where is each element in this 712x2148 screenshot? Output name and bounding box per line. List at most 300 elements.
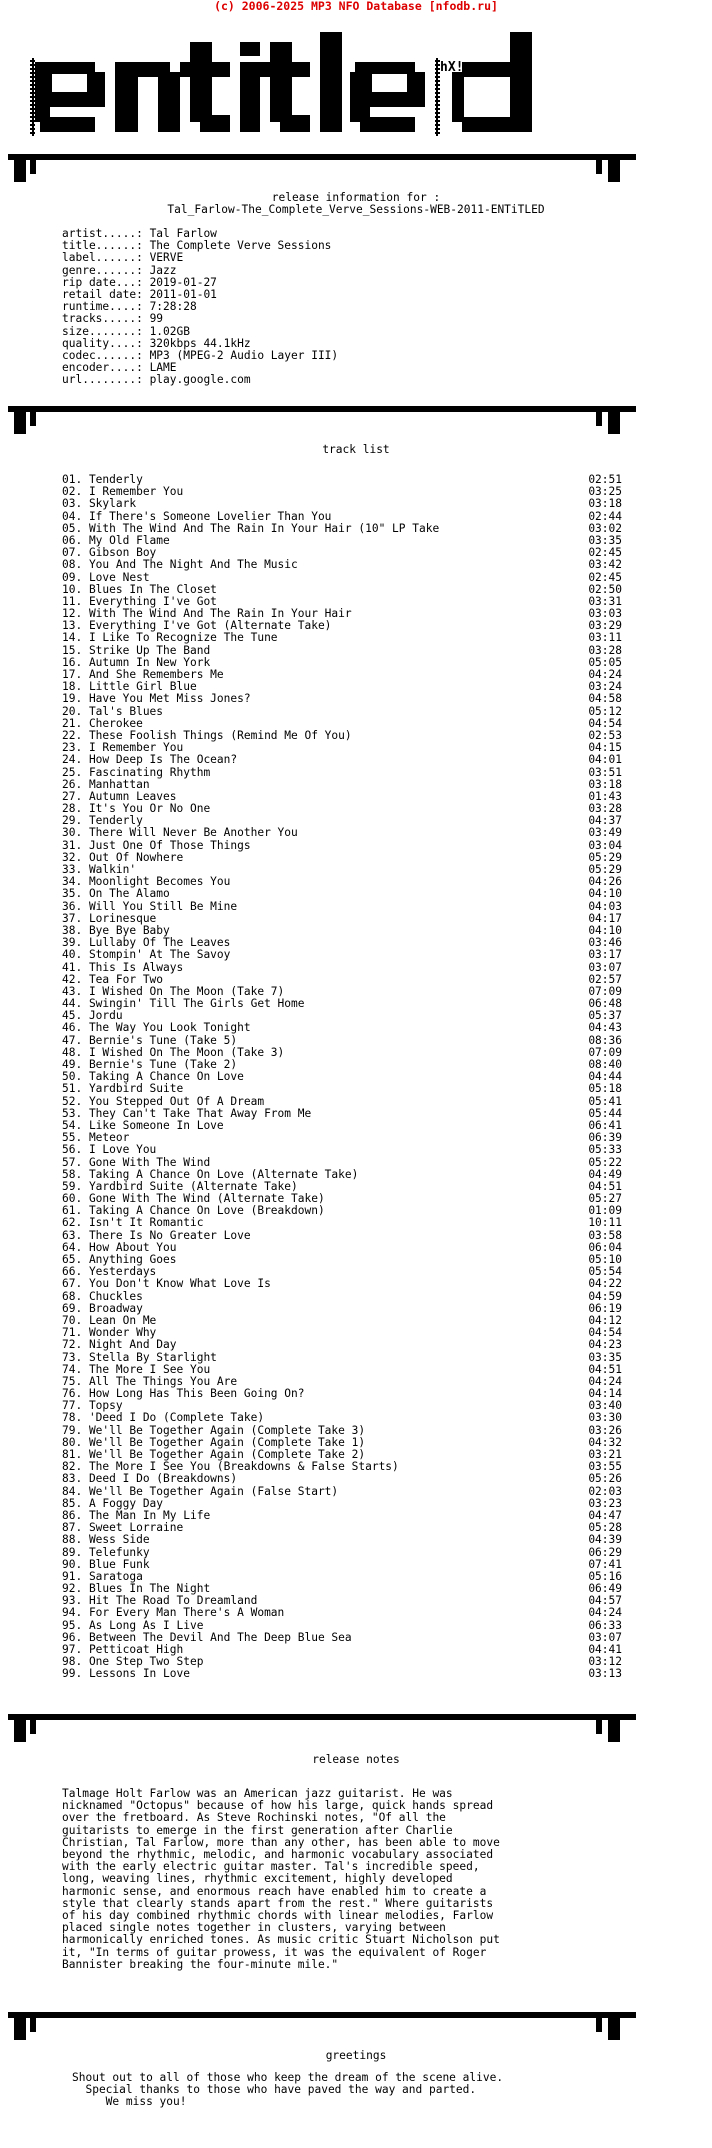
track-duration: 04:12 [588,1313,622,1327]
track-title: 06. My Old Flame [62,533,170,547]
track-title: 35. On The Alamo [62,887,170,901]
info-row [62,374,338,386]
greetings-body [72,2072,503,2109]
track-row [62,754,622,766]
track-duration: 03:18 [588,497,622,511]
info-value: 99 [142,312,164,326]
track-duration: 04:15 [588,741,622,755]
track-duration: 06:33 [588,1618,622,1632]
track-title: 51. Yardbird Suite [62,1082,184,1096]
notes-line: it, "In terms of guitar prowess, it was the equivalent of Roger [62,1945,487,1959]
track-title: 80. We'll Be Together Again (Complete Take 1) [62,1435,366,1449]
track-title: 50. Taking A Chance On Love [62,1070,244,1084]
track-row [62,852,622,864]
track-duration: 01:43 [588,789,622,803]
track-duration: 03:02 [588,521,622,535]
info-value: play.google.com [142,373,251,387]
track-title: 46. The Way You Look Tonight [62,1021,251,1035]
track-duration: 06:49 [588,1582,622,1596]
track-row [62,1217,622,1229]
track-title: 30. There Will Never Be Another You [62,826,298,840]
track-duration: 01:09 [588,1204,622,1218]
track-duration: 03:31 [588,594,622,608]
track-title: 33. Walkin' [62,863,137,876]
track-duration: 03:46 [588,936,622,950]
track-title: 59. Yardbird Suite (Alternate Take) [62,1179,298,1193]
track-duration: 08:36 [588,1033,622,1047]
track-title: 53. They Can't Take That Away From Me [62,1106,312,1120]
track-duration: 03:23 [588,1496,622,1510]
track-duration: 02:53 [588,728,622,742]
notes-line: with the early electric guitar master. Tal's incredible speed, [62,1860,480,1874]
track-duration: 04:47 [588,1508,622,1522]
track-duration: 02:45 [588,546,622,560]
release-name: Tal_Farlow-The_Complete_Verve_Sessions-WEB-2011-ENTiTLED [167,203,545,216]
notes-line: harmonically enriched tones. As music critic Stuart Nicholson put [62,1933,500,1947]
track-title: 97. Petticoat High [62,1643,184,1656]
info-value: 2011-01-01 [142,288,217,302]
track-duration: 02:50 [588,582,622,596]
track-duration: 06:41 [588,1118,622,1132]
greetings-line: We miss you! [72,2095,187,2109]
track-title: 28. It's You Or No One [62,802,211,816]
notes-line: over the fretboard. As Steve Rochinski notes, "Of all the [62,1811,446,1825]
track-title: 09. Love Nest [62,570,150,584]
track-title: 24. How Deep Is The Ocean? [62,753,238,767]
track-row [62,511,622,523]
greetings-line: Special thanks to those who have paved the way and parted. [72,2083,477,2097]
track-row [62,998,622,1010]
track-duration: 03:29 [588,619,622,633]
track-duration: 04:58 [588,692,622,706]
track-title: 17. And She Remembers Me [62,668,224,681]
track-row [62,827,622,839]
track-row [62,498,622,510]
track-duration: 05:22 [588,1155,622,1169]
info-value: MP3 (MPEG-2 Audio Layer III) [142,349,339,363]
track-duration: 05:28 [588,1521,622,1535]
info-value: Jazz [142,263,177,277]
track-title: 32. Out Of Nowhere [62,850,184,864]
info-label: genre......: [62,263,143,277]
info-value: The Complete Verve Sessions [142,239,332,253]
track-duration: 05:18 [588,1082,622,1096]
track-title: 58. Taking A Chance On Love (Alternate Take) [62,1167,359,1181]
track-duration: 05:26 [588,1472,622,1486]
info-value: 1.02GB [142,324,190,338]
info-label: tracks.....: [62,312,143,326]
track-duration: 03:25 [588,485,622,499]
track-duration: 03:17 [588,948,622,962]
track-duration: 04:26 [588,875,622,889]
track-row [62,706,622,718]
track-row [62,1339,622,1351]
track-duration: 06:19 [588,1301,622,1315]
track-title: 47. Bernie's Tune (Take 5) [62,1033,238,1047]
info-label: retail date: [62,288,143,302]
track-duration: 05:54 [588,1265,622,1279]
track-title: 77. Topsy [62,1399,123,1413]
track-duration: 05:29 [588,850,622,864]
info-value: 2019-01-27 [142,275,217,289]
track-title: 40. Stompin' At The Savoy [62,948,231,962]
track-title: 39. Lullaby Of The Leaves [62,936,231,950]
divider-bar [8,1706,636,1746]
divider-bar [8,146,636,186]
track-title: 16. Autumn In New York [62,655,211,669]
track-title: 42. Tea For Two [62,972,164,986]
notes-line: nicknamed "Octopus" because of how his large, quick hands spread [62,1799,494,1813]
info-value: 7:28:28 [142,300,197,314]
track-title: 02. I Remember You [62,485,184,499]
track-duration: 03:24 [588,680,622,694]
track-duration: 02:57 [588,972,622,986]
track-row [62,1486,622,1498]
track-title: 22. These Foolish Things (Remind Me Of You) [62,728,352,742]
divider-bar [8,398,636,438]
track-title: 12. With The Wind And The Rain In Your Hair [62,607,352,621]
track-title: 15. Strike Up The Band [62,643,211,657]
track-duration: 06:04 [588,1240,622,1254]
track-duration: 03:49 [588,826,622,840]
divider-bar [8,2004,636,2044]
track-row [62,559,622,571]
track-title: 23. I Remember You [62,741,184,755]
track-row [62,1144,622,1156]
track-title: 55. Meteor [62,1131,130,1145]
track-duration: 04:17 [588,911,622,925]
track-duration: 03:30 [588,1411,622,1425]
track-title: 67. You Don't Know What Love Is [62,1277,271,1291]
track-title: 63. There Is No Greater Love [62,1228,251,1242]
track-row [62,1352,622,1364]
track-duration: 04:54 [588,716,622,730]
track-duration: 03:26 [588,1423,622,1437]
track-duration: 03:07 [588,1630,622,1644]
track-title: 54. Like Someone In Love [62,1118,224,1132]
track-title: 70. Lean On Me [62,1313,157,1327]
track-title: 38. Bye Bye Baby [62,923,170,937]
track-duration: 05:27 [588,1192,622,1206]
track-duration: 03:04 [588,838,622,852]
release-notes-body [62,1788,500,1971]
track-duration: 06:39 [588,1131,622,1145]
track-duration: 04:49 [588,1167,622,1181]
track-duration: 05:33 [588,1143,622,1157]
track-title: 78. 'Deed I Do (Complete Take) [62,1411,265,1425]
track-row [62,1534,622,1546]
track-title: 93. Hit The Road To Dreamland [62,1594,258,1608]
copyright-banner: (c) 2006-2025 MP3 NFO Database [nfodb.ru] [214,0,498,13]
track-title: 92. Blues In The Night [62,1582,211,1596]
track-duration: 04:03 [588,899,622,913]
track-duration: 05:12 [588,704,622,718]
info-label: codec......: [62,349,143,363]
track-title: 26. Manhattan [62,777,150,791]
release-info-block [62,228,338,387]
track-title: 07. Gibson Boy [62,546,157,560]
track-list [62,474,622,1681]
track-title: 66. Yesterdays [62,1265,157,1279]
track-title: 61. Taking A Chance On Love (Breakdown) [62,1204,325,1218]
track-duration: 04:23 [588,1338,622,1352]
track-row [62,1473,622,1485]
track-title: 19. Have You Met Miss Jones? [62,692,251,706]
track-duration: 05:05 [588,655,622,669]
track-duration: 04:32 [588,1435,622,1449]
track-row [62,1022,622,1034]
track-title: 81. We'll Be Together Again (Complete Take 2) [62,1448,366,1461]
track-title: 44. Swingin' Till The Girls Get Home [62,997,305,1011]
track-title: 99. Lessons In Love [62,1667,190,1681]
info-label: runtime....: [62,300,143,314]
notes-line: Talmage Holt Farlow was an American jazz guitarist. He was [62,1787,453,1800]
track-title: 05. With The Wind And The Rain In Your Hair (10" LP Take [62,521,440,535]
track-title: 72. Night And Day [62,1338,177,1352]
release-info-heading: release information for : [271,191,441,204]
track-row [62,1120,622,1132]
tracklist-heading: track list [322,443,390,456]
track-row [62,949,622,961]
track-duration: 05:29 [588,863,622,876]
track-row [62,1278,622,1290]
track-title: 37. Lorinesque [62,911,157,925]
track-duration: 03:28 [588,643,622,657]
track-title: 89. Telefunky [62,1545,150,1559]
track-title: 10. Blues In The Closet [62,582,217,596]
track-row [62,840,622,852]
track-duration: 03:58 [588,1228,622,1242]
track-duration: 04:51 [588,1362,622,1376]
track-title: 75. All The Things You Are [62,1374,238,1388]
track-duration: 05:44 [588,1106,622,1120]
track-title: 71. Wonder Why [62,1326,157,1340]
notes-line: Christian, Tal Farlow, more than any other, has been able to move [62,1835,500,1849]
track-row [62,572,622,584]
group-tag: hX! [440,60,464,75]
track-duration: 03:18 [588,777,622,791]
track-duration: 03:21 [588,1448,622,1461]
track-duration: 04:22 [588,1277,622,1291]
track-duration: 03:13 [588,1667,622,1681]
track-duration: 04:51 [588,1179,622,1193]
info-value: LAME [142,361,177,375]
track-row [62,1607,622,1619]
track-title: 43. I Wished On The Moon (Take 7) [62,984,285,998]
track-duration: 03:55 [588,1460,622,1474]
notes-line: beyond the rhythmic, melodic, and harmonic vocabulary associated [62,1848,494,1862]
track-duration: 03:11 [588,631,622,645]
track-row [62,693,622,705]
track-title: 49. Bernie's Tune (Take 2) [62,1058,238,1071]
track-duration: 07:09 [588,984,622,998]
track-title: 65. Anything Goes [62,1253,177,1266]
track-duration: 07:41 [588,1557,622,1571]
track-duration: 05:10 [588,1253,622,1266]
track-title: 27. Autumn Leaves [62,789,177,803]
track-title: 90. Blue Funk [62,1557,150,1571]
track-duration: 04:44 [588,1070,622,1084]
track-row [62,1096,622,1108]
track-duration: 03:35 [588,1350,622,1364]
track-row [62,962,622,974]
track-row [62,1620,622,1632]
greetings-line: Shout out to all of those who keep the dream of the scene alive. [72,2071,504,2084]
track-row [62,645,622,657]
track-title: 03. Skylark [62,497,137,511]
info-label: size.......: [62,324,143,338]
track-title: 74. The More I See You [62,1362,211,1376]
notes-line: placed single notes together in clusters, varying between [62,1921,446,1935]
track-title: 85. A Foggy Day [62,1496,164,1510]
track-title: 08. You And The Night And The Music [62,558,298,572]
track-duration: 05:37 [588,1009,622,1023]
track-duration: 06:29 [588,1545,622,1559]
track-title: 87. Sweet Lorraine [62,1521,184,1535]
track-title: 86. The Man In My Life [62,1508,211,1522]
track-duration: 02:03 [588,1484,622,1498]
track-row [62,486,622,498]
track-duration: 05:41 [588,1094,622,1108]
track-duration: 04:01 [588,753,622,767]
track-duration: 06:48 [588,997,622,1011]
track-duration: 03:28 [588,802,622,816]
notes-line: Bannister breaking the four-minute mile." [62,1957,339,1971]
track-row [62,632,622,644]
track-row [62,1412,622,1424]
track-duration: 03:03 [588,607,622,621]
track-duration: 04:10 [588,887,622,901]
track-title: 60. Gone With The Wind (Alternate Take) [62,1192,325,1206]
info-value: Tal Farlow [142,227,217,240]
track-duration: 04:57 [588,1594,622,1608]
track-duration: 03:51 [588,765,622,779]
track-duration: 02:44 [588,509,622,523]
track-row [62,1425,622,1437]
notes-line: guitarists to emerge in the first generation after Charlie [62,1823,453,1837]
track-title: 41. This Is Always [62,960,184,974]
info-label: url........: [62,373,143,387]
track-title: 82. The More I See You (Breakdowns & False Starts) [62,1460,399,1474]
track-duration: 02:45 [588,570,622,584]
track-title: 18. Little Girl Blue [62,680,197,694]
track-duration: 04:41 [588,1643,622,1656]
track-duration: 04:37 [588,814,622,828]
track-row [62,1035,622,1047]
track-title: 98. One Step Two Step [62,1655,204,1669]
info-label: title......: [62,239,143,253]
track-title: 29. Tenderly [62,814,143,828]
track-title: 14. I Like To Recognize The Tune [62,631,278,645]
notes-line: of his day combined rhythmic chords with linear melodies, Farlow [62,1909,494,1923]
track-title: 57. Gone With The Wind [62,1155,211,1169]
track-duration: 04:24 [588,1606,622,1620]
track-row [62,767,622,779]
track-duration: 04:24 [588,668,622,681]
track-duration: 04:10 [588,923,622,937]
track-row [62,1668,622,1680]
track-title: 69. Broadway [62,1301,143,1315]
track-duration: 04:39 [588,1533,622,1547]
track-duration: 03:35 [588,533,622,547]
track-row [62,1230,622,1242]
notes-line: harmonic sense, and enormous reach have enabled him to create a [62,1884,487,1898]
info-label: quality....: [62,336,143,350]
release-notes-heading: release notes [312,1753,400,1766]
track-duration: 03:42 [588,558,622,572]
track-row [62,1388,622,1400]
track-row [62,1547,622,1559]
track-duration: 03:07 [588,960,622,974]
track-title: 52. You Stepped Out Of A Dream [62,1094,265,1108]
track-title: 79. We'll Be Together Again (Complete Take 3) [62,1423,366,1437]
info-label: artist.....: [62,227,143,240]
info-value: VERVE [142,251,184,265]
track-duration: 08:40 [588,1058,622,1071]
track-title: 45. Jordu [62,1009,123,1023]
info-label: encoder....: [62,361,143,375]
track-title: 34. Moonlight Becomes You [62,875,231,889]
track-title: 95. As Long As I Live [62,1618,204,1632]
track-row [62,1157,622,1169]
track-title: 56. I Love You [62,1143,157,1157]
entitled-logo [30,22,640,142]
track-row [62,1559,622,1571]
track-title: 36. Will You Still Be Mine [62,899,238,913]
info-label: rip date...: [62,275,143,289]
track-row [62,901,622,913]
track-title: 62. Isn't It Romantic [62,1216,204,1230]
track-title: 76. How Long Has This Been Going On? [62,1387,305,1401]
track-title: 48. I Wished On The Moon (Take 3) [62,1045,285,1059]
track-title: 11. Everything I've Got [62,594,217,608]
notes-line: style that clearly stands apart from the rest." Where guitarists [62,1896,494,1910]
track-title: 91. Saratoga [62,1569,143,1583]
track-title: 64. How About You [62,1240,177,1254]
track-title: 01. Tenderly [62,473,143,486]
track-title: 83. Deed I Do (Breakdowns) [62,1472,238,1486]
greetings-heading: greetings [325,2049,387,2062]
track-row [62,888,622,900]
track-title: 25. Fascinating Rhythm [62,765,211,779]
track-duration: 03:40 [588,1399,622,1413]
track-duration: 05:16 [588,1569,622,1583]
info-label: label......: [62,251,143,265]
track-title: 68. Chuckles [62,1289,143,1303]
track-duration: 04:54 [588,1326,622,1340]
track-duration: 10:11 [588,1216,622,1230]
track-duration: 07:09 [588,1045,622,1059]
track-title: 96. Between The Devil And The Deep Blue Sea [62,1630,352,1644]
track-title: 84. We'll Be Together Again (False Start) [62,1484,339,1498]
track-title: 94. For Every Man There's A Woman [62,1606,285,1620]
info-value: 320kbps 44.1kHz [142,336,251,350]
track-duration: 04:43 [588,1021,622,1035]
track-duration: 04:59 [588,1289,622,1303]
track-duration: 04:14 [588,1387,622,1401]
track-title: 21. Cherokee [62,716,143,730]
notes-line: long, weaving lines, rhythmic excitement, highly developed [62,1872,453,1886]
track-title: 88. Wess Side [62,1533,150,1547]
track-title: 31. Just One Of Those Things [62,838,251,852]
track-title: 20. Tal's Blues [62,704,164,718]
track-duration: 02:51 [588,473,622,486]
track-row [62,1291,622,1303]
track-duration: 03:12 [588,1655,622,1669]
track-row [62,803,622,815]
track-title: 04. If There's Someone Lovelier Than You [62,509,332,523]
track-duration: 04:24 [588,1374,622,1388]
